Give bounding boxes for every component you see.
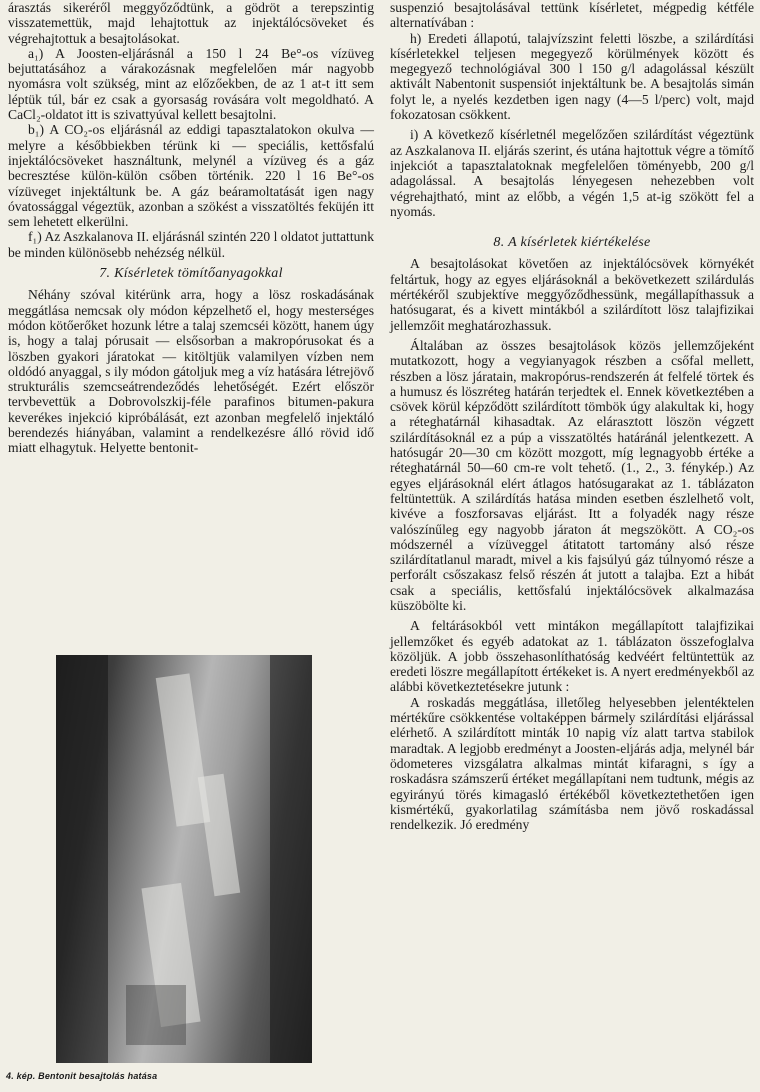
bentonite-photo [56,655,312,1063]
paragraph-b1: b₁) A CO₂-os eljárásnál az eddigi tapasztalatokon okulva — melyre a későbbiekben térünk ki — speciális, kettősfalú injektálócsöveket használtunk, melynél a vízüveg és a gáz becresztése külön-külön csőben történik. 220 l 16 Be°-os vízüveget injektáltunk be. A gáz beáramoltatását igen nagy óvatossággal végeztük, azonban a szökést a visszatöltés feküjén itt sem lehetett elkerülni. [8,122,374,230]
section-heading-7: 7. Kísérletek tömítőanyagokkal [99,266,283,282]
paragraph-f1: f₁) Az Aszkalanova II. eljárásnál szintén 220 l oldatot juttattunk be minden különösebb nehézség nélkül. [8,229,374,260]
right-column [390,0,754,832]
figure-caption: 4. kép. Bentonit besajtolás hatása [6,1071,158,1081]
paragraph-exploration: A besajtolásokat követően az injektálócsövek környékét feltártuk, hogy az egyes eljárásoknál a bekövetkezett szilárdulás mértékéről szubjektíve meggyőződhessünk, megállapíthassuk a hatósugarat, és a kivett mintákból a szilárdított lösz talajfizikai jellemzőit meghatározhassuk. [390,256,754,333]
paragraph-general: Általában az összes besajtolások közös jellemzőjeként mutatkozott, hogy a vegyianyagok részben a csőfal mellett, részben a lösz járatain, makropórus-rendszerén át felfelé törtek és a humusz és löszréteg határán terjedtek el. Ennek következtében a csövek körül képződött szilárdított tömbök úgy alakultak ki, hogy a réteghatárnál kihasadtak. Az elárasztott löszön végzett szilárdításoknál ez a púp a visszatöltés határánál jelentkezett. A hatósugár 20—30 cm között mozgott, míg legnagyobb értéke a réteghatárnál 50—60 cm-re volt tehető. (1., 2., 3. fénykép.) Az egyes eljárásoknál elért átlagos hatósugarakat az 1. táblázaton feltüntettük. A szilárdítás hatása minden esetben észlelhető volt, kivéve a foszforsavas eljárást. Itt a folyadék nagy része valószínűleg egy nagyobb járaton át megszökött. A CO₂-os módszernél a vízüveggel átitatott tartomány alsó része szilárdítatlanul maradt, mivel a kis fajsúlyú gáz túlnyomó része a perforált csőszakasz felső részén át jutott a talajba. Ezt a hibát csak a speciális, kettősfalú injektálócsövek alkalmazása küszöbölte ki. [390,337,754,613]
paragraph-continued: árasztás sikeréről meggyőződtünk, a gödröt a terepszintig visszatemettük, majd lehajtottuk az injektálócsöveket és végrehajtottuk a besajtolásokat. [8,0,374,46]
paragraph-suspension: suspenzió besajtolásával tettünk kísérletet, mégpedig kétféle alternatívában : [390,0,754,31]
paragraph-a1: a₁) A Joosten-eljárásnál a 150 l 24 Be°-os vízüveg bejuttatásához a várakozásnak megfelelően már nagyobb nyomásra volt szükség, mint az előzőekben, de az 1 at-t itt sem léptük túl, bár ez csak a gyorsaság rovására volt megoldható. A CaCl₂-oldatot itt is szivattyúval kellett besajtolni. [8,45,374,123]
section-heading-8: 8. A kísérletek kiértékelése [493,235,651,251]
paragraph-i: i) A következő kísérletnél megelőzően szilárdítást végeztünk az Aszkalanova II. eljárás szerint, és utána hajtottuk végre a tömítő injekciót a tapasztalatoknak megfelelően töményebb, 200 g/l adagolással. A besajtolás lényegesen nehezebben volt végrehajtható, mint az előbb, a végén 1,5 at-ig szökött fel a nyomás. [390,127,754,219]
paragraph-h: h) Eredeti állapotú, talajvízszint feletti löszbe, a szilárdítási kísérletekkel teljesen megegyező körülmények között és megegyező technológiával 300 l 150 g/l adagolással készült aktivált Nabentonit suspensiót injektáltunk be. A besajtolás simán folyt le, a nyelés kezdetben igen nagy (4—5 l/perc) volt, majd fokozatosan csökkent. [390,30,754,123]
left-column [8,0,374,456]
paragraph-conclusion: A roskadás meggátlása, illetőleg helyesebben jelentéktelen mértékűre csökkentése voltaképpen bármely szilárdítási eljárással elérhető. A szilárdított minták 10 napig víz alatt tartva stabilok maradtak. A legjobb eredményt a Joosten-eljárás adja, melynél bár ödometeres vizsgálatra alkalmas mintát kifaragni, s így a roskadásra számszerű értéket megállapítani nem tudtunk, mégis az egyirányú törés kimagasló értékéből következtethetően igen kismértékű, gyakorlatilag számításba nem jövő roskadással rendelkezik. Jó eredmény [390,694,754,833]
paragraph-sealing: Néhány szóval kitérünk arra, hogy a lösz roskadásának meggátlása nemcsak oly módon képzelhető el, hogy mesterséges módon kötőerőket hozunk létre a talaj szemcséi között, hanem úgy is, hogy a talaj pórusait — elsősorban a makropórusokat és a löszben gyakori járatokat — kitöltjük valamilyen vízben nem oldódó anyaggal, s ily módon gátoljuk meg a víz hatására létrejövő strukturális szemcseátrendeződés lehetőségét. Ezért először tervbevettük a Dobrovolszkij-féle parafinos bitumen-pakura keverékes injekció kipróbálását, ezt azonban megfelelő injektáló berendezés hiányában, valamint a rendelkezésre álló rövid idő miatt elhagytuk. Helyette bentonit- [8,287,374,456]
paragraph-samples: A feltárásokból vett mintákon megállapított talajfizikai jellemzőket és egyéb adatokat az 1. táblázaton összefoglalva közöljük. A jobb összehasonlíthatóság kedvéért feltüntettük az eredeti löszre megállapított értékeket is. A nyert eredményekből az alábbi következtetésekre jutunk : [390,618,754,695]
